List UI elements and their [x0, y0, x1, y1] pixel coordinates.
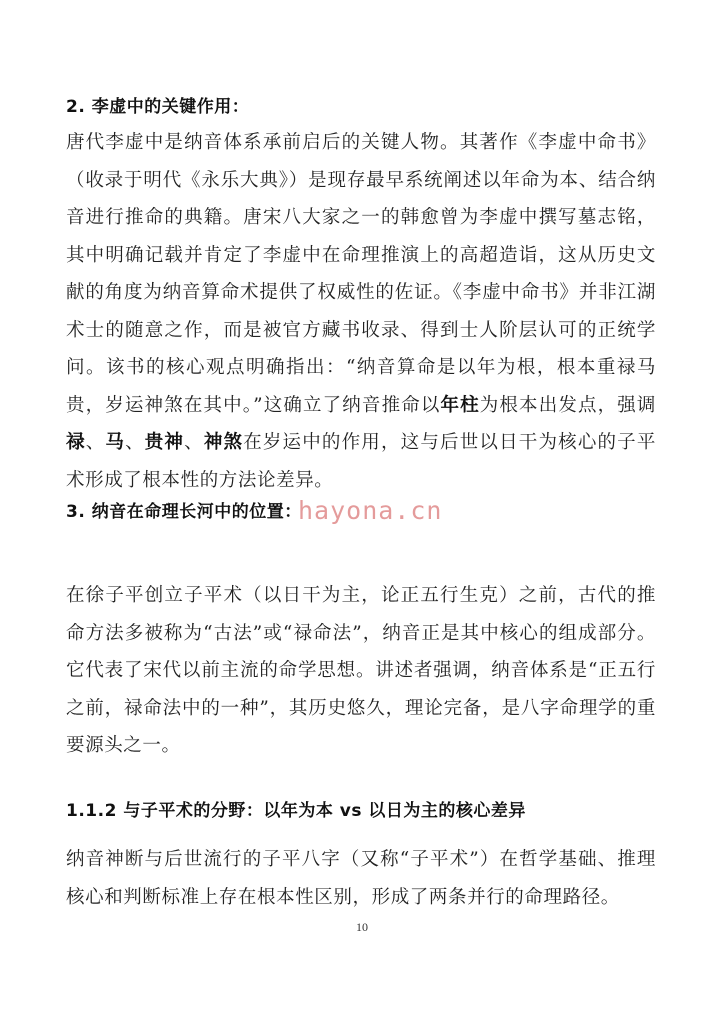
- section-2-heading: 2. 李虚中的关键作用：: [66, 97, 250, 117]
- watermark: hayona.cn: [298, 496, 443, 525]
- section-2-paragraph: [66, 124, 656, 499]
- section-3-heading: 3. 纳音在命理长河中的位置：: [66, 502, 302, 522]
- separator: 、: [184, 432, 204, 453]
- bold-term-lu: 禄: [66, 432, 86, 453]
- section-2-text-post: 在岁运中的作用，这与后世以日干为核心的子平术形成了根本性的方法论差异。: [66, 432, 656, 491]
- section-3-paragraph: 在徐子平创立子平术（以日干为主，论正五行生克）之前，古代的推命方法多被称为“古法”或“禄命法”，纳音正是其中核心的组成部分。它代表了宋代以前主流的命学思想。讲述者强调，纳音体系是“正五行之前，禄命法中的一种”，其历史悠久，理论完备，是八字命理学的重要源头之一。: [66, 585, 656, 756]
- page-number: 10: [356, 920, 368, 934]
- bold-term-shensha: 神煞: [203, 432, 244, 453]
- separator: 、: [125, 432, 145, 453]
- bold-term-ma: 马: [105, 432, 126, 453]
- section-1-1-2-paragraph: 纳音神断与后世流行的子平八字（又称“子平术”）在哲学基础、推理核心和判断标准上存在根本性区别，形成了两条并行的命理路径。: [66, 849, 656, 908]
- section-2-text-pre: 唐代李虚中是纳音体系承前启后的关键人物。其著作《李虚中命书》（收录于明代《永乐大典》）是现存最早系统阐述以年命为本、结合纳音进行推命的典籍。唐宋八大家之一的韩愈曾为李虚中撰写墓志铭，其中明确记载并肯定了李虚中在命理推演上的高超造诣，这从历史文献的角度为纳音算命术提供了权威性的佐证。《李虚中命书》并非江湖术士的随意之作，而是被官方藏书收录、得到士人阶层认可的正统学问。该书的核心观点明确指出：“纳音算命是以年为根，根本重禄马贵，岁运神煞在其中。”这确立了纳音推命以: [66, 132, 656, 416]
- bold-term-guishen: 贵神: [144, 432, 185, 453]
- section-2-text-mid: 为根本出发点，强调: [479, 394, 656, 416]
- separator: 、: [85, 432, 106, 453]
- section-1-1-2-heading: 1.1.2 与子平术的分野：以年为本 vs 以日为主的核心差异: [66, 801, 526, 821]
- bold-term-nianzhu: 年柱: [440, 394, 480, 416]
